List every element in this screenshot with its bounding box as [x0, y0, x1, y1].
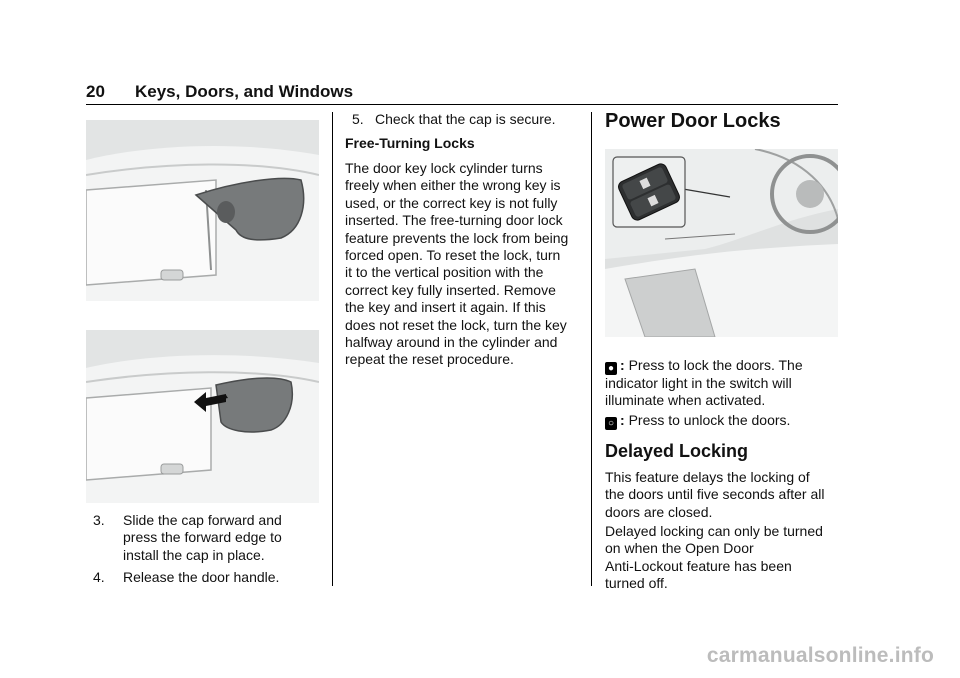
page-number: 20	[86, 82, 105, 101]
header-rule	[86, 104, 838, 105]
step-3: 3. Slide the cap forward and press the forward edge to install the cap in place.	[93, 512, 282, 563]
power-lock-switch-figure	[605, 149, 838, 337]
lock-description: ● : Press to lock the doors. The indicator light in the switch will illuminate when activated.	[605, 357, 803, 409]
delayed-locking-heading: Delayed Locking	[605, 441, 749, 461]
unlock-icon: ○	[605, 417, 617, 430]
delayed-paragraph-1: This feature delays the locking of the doors until five seconds after all doors are closed.	[605, 469, 825, 520]
step-5: 5. Check that the cap is secure.	[352, 111, 556, 127]
power-door-locks-heading: Power Door Locks	[605, 110, 781, 132]
step-3-line: install the cap in place.	[123, 546, 265, 563]
page-header	[86, 82, 838, 104]
step-4: 4. Release the door handle.	[93, 569, 280, 585]
step-3-line: press the forward edge to	[123, 529, 282, 546]
door-handle-figure-1	[86, 120, 319, 301]
free-turning-heading: Free-Turning Locks	[345, 135, 475, 151]
unlock-description: ○ : Press to unlock the doors.	[605, 412, 838, 430]
section-title: Keys, Doors, and Windows	[135, 82, 354, 101]
step-3-line: Slide the cap forward and	[123, 512, 282, 528]
watermark: carmanualsonline.info	[706, 644, 934, 667]
door-handle-figure-2	[86, 330, 319, 503]
column-divider-left	[332, 112, 333, 586]
column-divider-right	[591, 112, 592, 586]
lock-icon: ●	[605, 362, 617, 375]
free-turning-paragraph: The door key lock cylinder turns freely when either the wrong key is used, or the correct key is not fully inserted. The free-turning door lock feature prevents the lock from being forced open. To reset the lock, turn it to the vertical position with the correct key fully inserted. Remove the key and insert it again. If this does not reset the lock, turn the key halfway around in the cylinder and repeat the reset procedure.	[345, 160, 569, 368]
delayed-paragraph-2: Delayed locking can only be turned on when the Open Door Anti-Lockout feature has been turned off.	[605, 523, 823, 592]
